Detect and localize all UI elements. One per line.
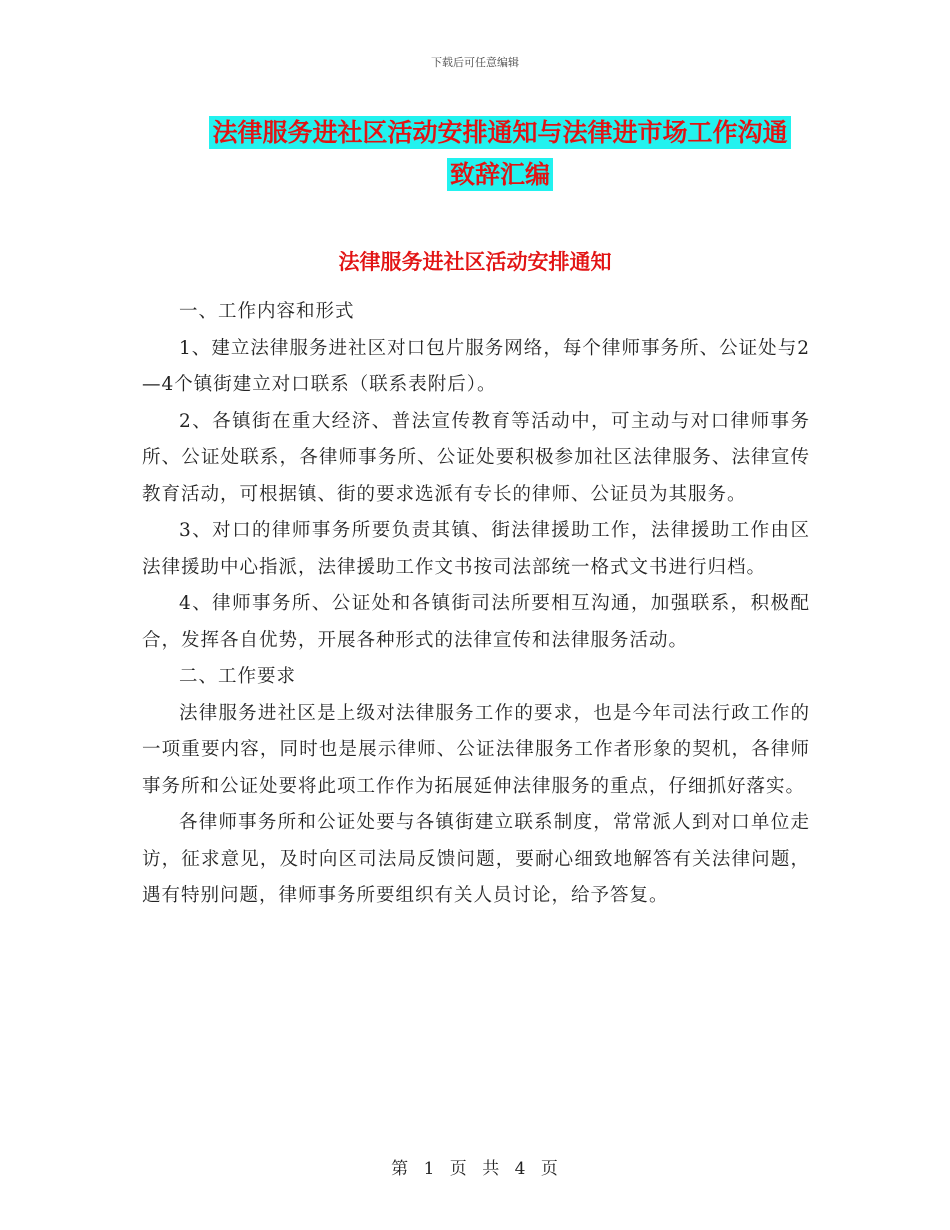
document-title-line-2: 致辞汇编 — [447, 158, 553, 191]
heading-work-requirements: 二、工作要求 — [179, 666, 297, 687]
heading-work-content: 一、工作内容和形式 — [179, 301, 355, 322]
body-text — [142, 294, 810, 915]
paragraph-item-1: 1、建立法律服务进社区对口包片服务网络，每个律师事务所、公证处与2—4个镇街建立对口联系（联系表附后）。 — [142, 337, 810, 395]
page-footer — [0, 1154, 950, 1179]
header-note: 下载后可任意编辑 — [431, 56, 519, 69]
paragraph-item-4: 4、律师事务所、公证处和各镇街司法所要相互沟通，加强联系，积极配合，发挥各自优势，开展各种形式的法律宣传和法律服务活动。 — [142, 593, 810, 651]
document-title-line-1: 法律服务进社区活动安排通知与法律进市场工作沟通 — [209, 116, 790, 149]
document-title — [190, 112, 810, 196]
footer-total-label: 共 — [482, 1159, 501, 1179]
footer-page-number: 1 — [423, 1159, 436, 1179]
paragraph-item-2: 2、各镇街在重大经济、普法宣传教育等活动中，可主动与对口律师事务所、公证处联系，各律师事务所、公证处要积极参加社区法律服务、法律宣传教育活动，可根据镇、街的要求选派有专长的律师、公证员为其服务。 — [142, 410, 810, 505]
footer-total-pages: 4 — [514, 1159, 527, 1179]
footer-prefix: 第 — [391, 1159, 410, 1179]
paragraph-requirement-1: 法律服务进社区是上级对法律服务工作的要求，也是今年司法行政工作的一项重要内容，同时也是展示律师、公证法律服务工作者形象的契机，各律师事务所和公证处要将此项工作作为拓展延伸法律服务的重点，仔细抓好落实。 — [142, 702, 810, 797]
footer-suffix: 页 — [540, 1159, 559, 1179]
section-title: 法律服务进社区活动安排通知 — [338, 250, 612, 274]
footer-page-label: 页 — [449, 1159, 468, 1179]
paragraph-requirement-2: 各律师事务所和公证处要与各镇街建立联系制度，常常派人到对口单位走访，征求意见，及时向区司法局反馈问题，要耐心细致地解答有关法律问题，遇有特别问题，律师事务所要组织有关人员讨论，给予答复。 — [142, 812, 810, 906]
paragraph-item-3: 3、对口的律师事务所要负责其镇、街法律援助工作，法律援助工作由区法律援助中心指派，法律援助工作文书按司法部统一格式文书进行归档。 — [142, 520, 810, 578]
